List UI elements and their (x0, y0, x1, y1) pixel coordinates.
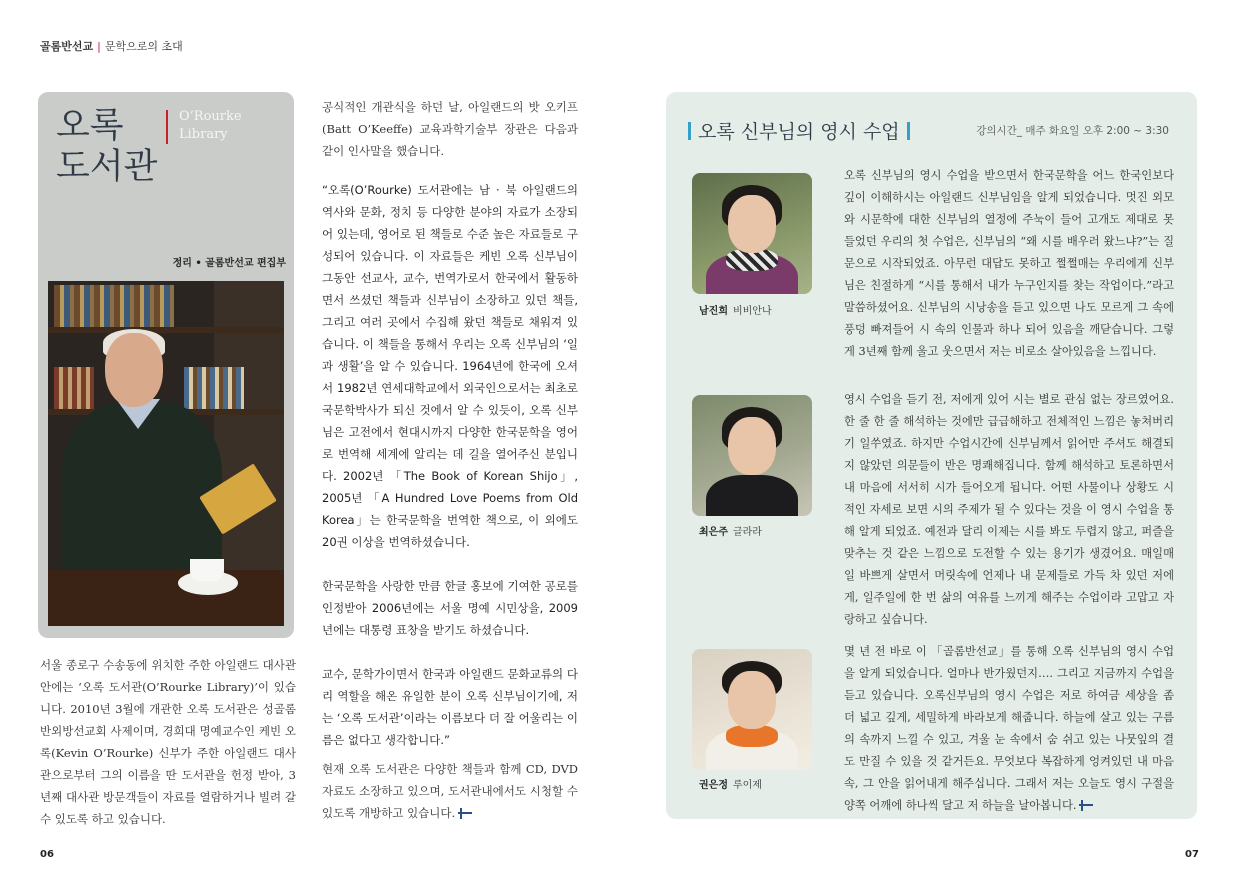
title-bar-right (907, 122, 910, 140)
quote-paragraph-1: “오록(O’Rourke) 도서관에는 남 · 북 아일랜드의 역사와 문화, 정치 등 다양한 분야의 자료가 소장되어 있는데, 영어로 된 책들로 수준 높은 자료들로 구성되어 있습니다. 이 자료들은 케빈 오록 신부님이 그동안 선교사, 교수, 번역가로서 한국에서 활동하면서 쓰셨던 책들과 신부님이 소장하고 있던 책들, 그리고 여러 곳에서 수집해 왔던 책들로 채워져 있습니다. 이 책들을 통해서 우리는 오록 신부님의 ‘일과 생활’을 알 수 있습니다. 1964년에 한국에 오셔서 1982년 연세대학교에서 외국인으로서는 최초로 국문학박사가 되신 것에서 알 수 있듯이, 오록 신부님은 고전에서 현대시까지 다양한 한국문학을 영어로 번역해 세계에 알리는 데 길을 열어주신 분입니다. 2002년 「The Book of Korean Shijo」, 2005년 「A Hundred Love Poems from Old Korea」는 한국문학을 번역한 책으로, 이 외에도 20권 이상을 번역하셨습니다. (322, 183, 578, 549)
testimonial-1: 오록 신부님의 영시 수업을 받으면서 한국문학을 어느 한국인보다 깊이 이해하시는 아일랜드 신부님임을 알게 되었습니다. 멋진 외모와 시문학에 대한 신부님의 열정에 주눅이 들어 고개도 제대로 못 들었던 우리의 첫 수업은, 신부님의 “왜 시를 배우러 왔느냐?”는 질문으로 시작되었죠. 아무런 대답도 못하고 쩔쩔매는 우리에게 신부님은 친절하게 “시를 통해서 내가 누구인지를 찾는 작업이다.”라고 말씀하셨어요. 신부님의 시낭송을 듣고 있으면 나도 모르게 그 속에 풍덩 빠져들어 시 속의 인물과 하나 되어 있음을 깨닫습니다. 그렇게 3년째 함께 울고 웃으면서 저는 비로소 살아있음을 느낍니다. (844, 169, 1174, 358)
page-number-right: 07 (1185, 849, 1199, 860)
middle-column-closing (322, 758, 578, 824)
running-head-divider: | (97, 40, 101, 53)
intro-title-divider (166, 110, 168, 144)
intro-title-line1: 오록 (56, 106, 124, 146)
intro-title (56, 106, 157, 188)
title-bar-left (688, 122, 691, 140)
intro-english-title (179, 108, 242, 144)
intro-box (38, 92, 294, 638)
quote-paragraph-3: 교수, 문학가이면서 한국과 아일랜드 문화교류의 다리 역할을 해온 유일한 분이 오록 신부님이기에, 저는 ‘오록 도서관’이라는 이름보다 더 잘 어울리는 이름은 없다고 생각합니다.” (322, 667, 578, 747)
end-mark-icon (458, 807, 472, 819)
father-portrait-photo (48, 281, 284, 626)
section-name: 문학으로의 초대 (104, 40, 183, 53)
opening-ceremony-paragraph: 공식적인 개관식을 하던 날, 아일랜드의 밧 오키프(Batt O’Keeffe) 교육과학기술부 장관은 다음과 같이 인사말을 했습니다. (322, 100, 578, 158)
middle-column-intro (322, 96, 578, 184)
end-mark-icon (1079, 799, 1093, 811)
panel-title (688, 117, 917, 144)
panel-title-text: 오록 신부님의 영시 수업 (698, 121, 900, 143)
portrait-kwon-eunjeong (692, 649, 812, 770)
person-name-1: 남진희 비비안나 (699, 306, 772, 317)
intro-english-line1: O’Rourke (179, 109, 242, 124)
left-column-text (40, 654, 296, 852)
series-name: 골롬반선교 (40, 40, 94, 53)
intro-credit: 정리 • 골롬반선교 편집부 (172, 258, 286, 269)
english-class-panel (666, 92, 1197, 819)
minister-quote (322, 179, 578, 773)
testimonial-3: 몇 년 전 바로 이 「골롬반선교」를 통해 오록 신부님의 영시 수업을 알게 되었습니다. 얼마나 반가웠던지…. 그리고 지금까지 수업을 듣고 있습니다. 오록신부님의 영시 수업은 저로 하여금 세상을 좀 더 넓고 깊게, 세밀하게 바라보게 해줍니다. 하늘에 살고 있는 구름의 속까지 느낄 수 있고, 겨울 눈 속에서 숨 쉬고 있는 나뭇잎의 결도 만질 수 있을 것 같거든요. 무엇보다 복잡하게 엉켜있던 내 마음 속, 그 안을 읽어내게 해주십니다. 그래서 저는 오늘도 영시 구절을 양쪽 어깨에 하나씩 달고 저 하늘을 날아봅니다. (844, 645, 1174, 812)
page-number-left: 06 (40, 849, 54, 860)
portrait-nam-jinhee (692, 173, 812, 294)
person-name-2: 최은주 글라라 (699, 527, 762, 538)
intro-title-line2: 도서관 (56, 147, 158, 187)
running-head (40, 38, 183, 54)
intro-english-line2: Library (179, 127, 228, 142)
portrait-choi-eunju (692, 395, 812, 516)
closing-paragraph: 현재 오록 도서관은 다양한 책들과 함께 CD, DVD 자료도 소장하고 있으며, 도서관내에서도 시청할 수 있도록 개방하고 있습니다. (322, 762, 578, 820)
testimonial-2: 영시 수업을 듣기 전, 저에게 있어 시는 별로 관심 없는 장르였어요. 한 줄 한 줄 해석하는 것에만 급급해하고 전체적인 느낌은 놓쳐버리기 일쑤였죠. 하지만 수업시간에 신부님께서 읽어만 주셔도 해결되지 않았던 의문들이 반은 명쾌해집니다. 함께 해석하고 토론하면서 내 마음에 서서히 시가 들어오게 됩니다. 어떤 사물이나 상황도 시적인 자세로 보면 시의 주제가 될 수 있다는 것을 이 영시 수업을 통해 알게 되었죠. 예전과 달리 이제는 시를 봐도 두렵지 않고, 퍼즐을 맞추는 것 같은 느낌으로 도전할 수 있는 용기가 생겼어요. 매일매일 바쁘게 살면서 머릿속에 언제나 내 문제들로 가득 차 있던 저에게, 일주일에 한 번 삶의 여유를 느끼게 해주는 수업이라 고맙고 자랑하고 싶습니다. (844, 393, 1174, 626)
library-intro-paragraph: 서울 종로구 수송동에 위치한 주한 아일랜드 대사관 안에는 ‘오록 도서관(O’Rourke Library)’이 있습니다. 2010년 3월에 개관한 오록 도서관은 성골롬반외방선교회 사제이며, 경희대 명예교수인 케빈 오록(Kevin O’Rourke) 신부가 주한 아일랜드 대사관으로부터 그의 이름을 딴 도서관을 헌정 받아, 3년째 대사관 방문객들이 자료를 열람하거나 빌려 갈 수 있도록 하고 있습니다. (40, 658, 296, 826)
class-time: 강의시간_ 매주 화요일 오후 2:00 ~ 3:30 (976, 125, 1169, 137)
person-name-3: 권은정 루이제 (699, 780, 762, 791)
quote-paragraph-2: 한국문학을 사랑한 만큼 한글 홍보에 기여한 공로를 인정받아 2006년에는 서울 명예 시민상을, 2009년에는 대통령 표창을 받기도 하셨습니다. (322, 579, 578, 637)
